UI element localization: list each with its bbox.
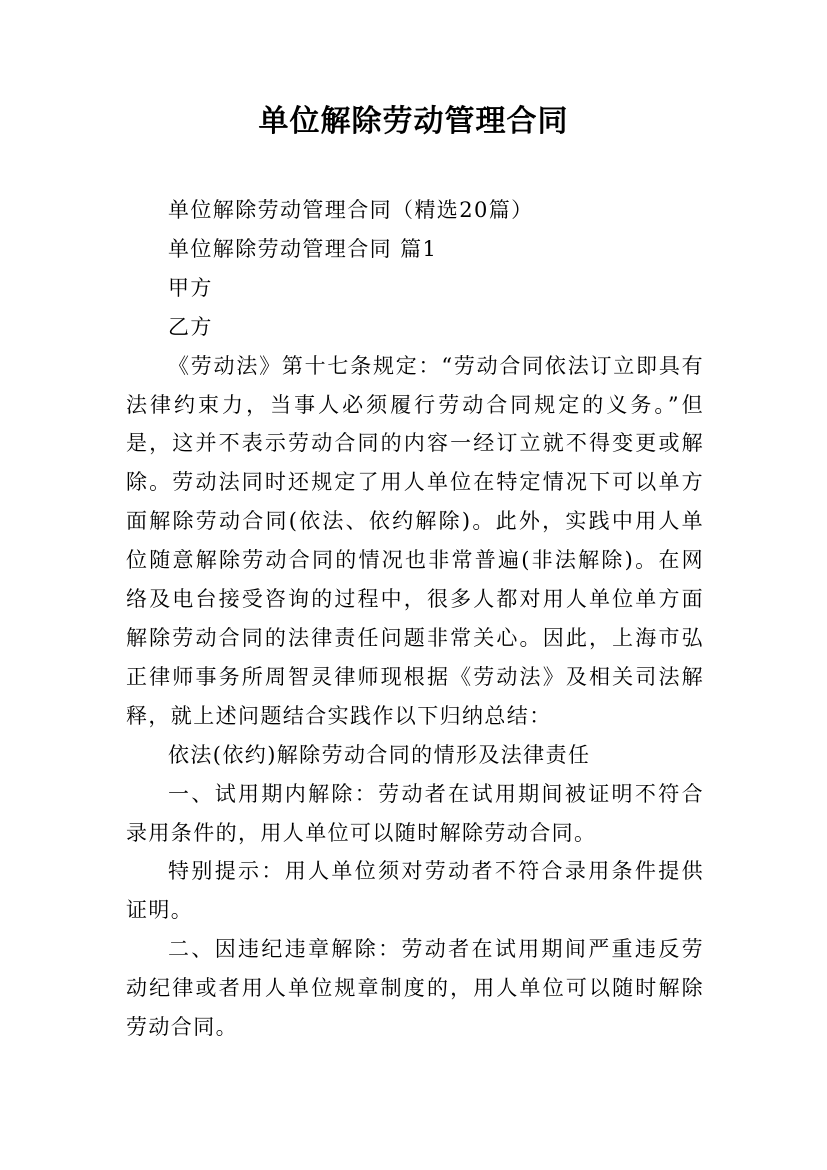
paragraph-section-heading: 单位解除劳动管理合同 篇1 xyxy=(168,236,438,261)
paragraph-intro: 《劳动法》第十七条规定：“劳动合同依法订立即具有法律约束力，当事人必须履行劳动合同规定的义务。”但是，这并不表示劳动合同的内容一经订立就不得变更或解除。劳动法同时还规定了用人单位在特定情况下可以单方面解除劳动合同(依法、依约解除)。此外，实践中用人单位随意解除劳动合同的情况也非常普遍(非法解除)。在网络及电台接受咨询的过程中，很多人都对用人单位单方面解除劳动合同的法律责任问题非常关心。因此，上海市弘正律师事务所周智灵律师现根据《劳动法》及相关司法解释，就上述问题结合实践作以下归纳总结： xyxy=(126,353,704,728)
paragraph-probation-termination: 一、试用期内解除：劳动者在试用期间被证明不符合录用条件的，用人单位可以随时解除劳动合同。 xyxy=(126,781,704,845)
paragraph-heading-legal-termination: 依法(依约)解除劳动合同的情形及法律责任 xyxy=(168,742,591,767)
paragraph-special-note: 特别提示：用人单位须对劳动者不符合录用条件提供证明。 xyxy=(126,859,704,923)
paragraph-party-a: 甲方 xyxy=(168,275,213,300)
paragraph-subtitle: 单位解除劳动管理合同（精选20篇） xyxy=(168,198,534,222)
document-body xyxy=(126,191,704,1047)
paragraph-discipline-termination: 二、因违纪违章解除：劳动者在试用期间严重违反劳动纪律或者用人单位规章制度的，用人单位可以随时解除劳动合同。 xyxy=(126,937,704,1040)
document-title: 单位解除劳动管理合同 xyxy=(258,104,569,139)
paragraph-party-b: 乙方 xyxy=(168,314,213,339)
